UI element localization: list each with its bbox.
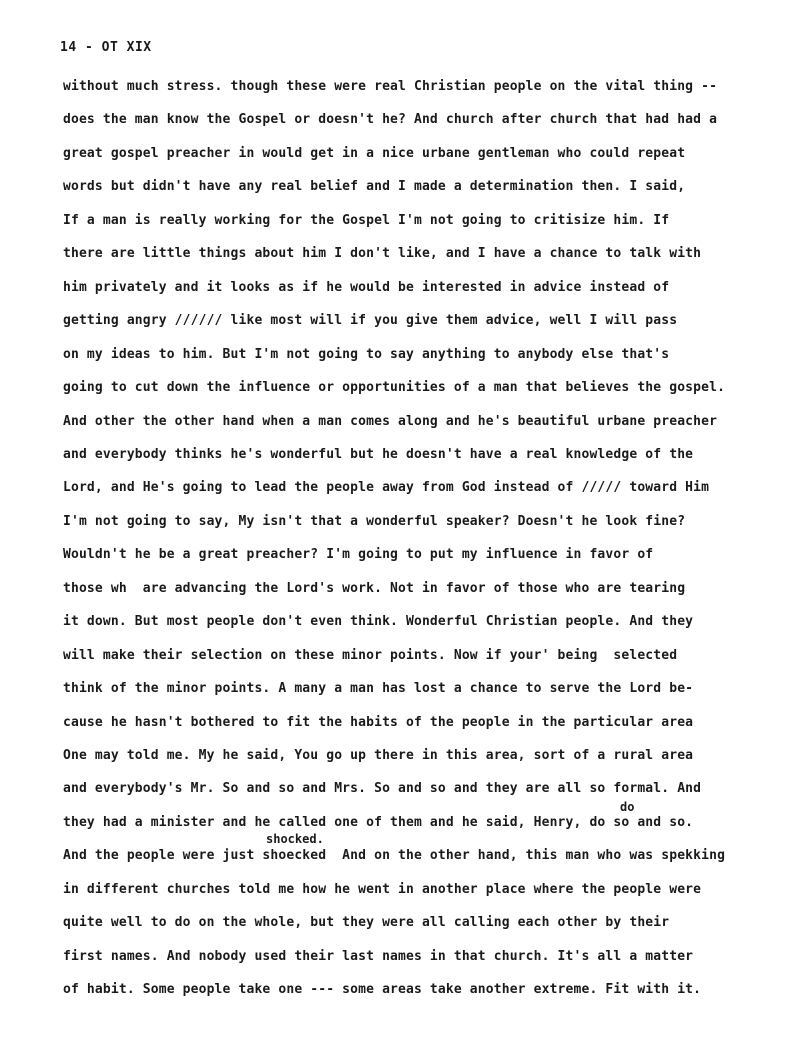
text-line: on my ideas to him. But I'm not going to say anything to anybody else that's: [63, 346, 670, 362]
text-line: cause he hasn't bothered to fit the habits of the people in the particular area: [63, 714, 694, 730]
text-line: in different churches told me how he went in another place where the people were: [63, 881, 702, 897]
page-header: 14 - OT XIX: [60, 40, 152, 55]
text-line: If a man is really working for the Gospel I'm not going to critisize him. If: [63, 212, 670, 228]
text-line: great gospel preacher in would get in a nice urbane gentleman who could repeat: [63, 145, 686, 161]
text-line: And other the other hand when a man comes along and he's beautiful urbane preacher: [63, 413, 718, 429]
text-line: and everybody's Mr. So and so and Mrs. So and so and they are all so formal. And: [63, 781, 702, 797]
text-line: does the man know the Gospel or doesn't he? And church after church that had had a: [63, 112, 718, 128]
interlinear-insertion: do: [620, 799, 635, 814]
text-line: him privately and it looks as if he would be interested in advice instead of: [63, 279, 670, 295]
text-line: will make their selection on these minor points. Now if your' being selected: [63, 647, 678, 663]
text-line: Wouldn't he be a great preacher? I'm going to put my influence in favor of: [63, 547, 654, 563]
text-line: of habit. Some people take one --- some areas take another extreme. Fit with it.: [63, 982, 702, 998]
text-line: getting angry ////// like most will if you give them advice, well I will pass: [63, 313, 678, 329]
text-line: first names. And nobody used their last names in that church. It's all a matter: [63, 948, 694, 964]
text-line: and everybody thinks he's wonderful but he doesn't have a real knowledge of the: [63, 446, 694, 462]
text-line: And the people were just shoecked And on the other hand, this man who was spekking: [63, 848, 726, 864]
text-line: without much stress. though these were real Christian people on the vital thing --: [63, 79, 718, 94]
text-line: they had a minister and he called one of them and he said, Henry, do so and so.: [63, 814, 694, 830]
text-line: there are little things about him I don't like, and I have a chance to talk with: [63, 246, 702, 262]
text-line: quite well to do on the whole, but they were all calling each other by their: [63, 915, 670, 931]
text-line: those wh are advancing the Lord's work. Not in favor of those who are tearing: [63, 580, 686, 596]
text-line: it down. But most people don't even think. Wonderful Christian people. And they: [63, 614, 694, 630]
text-line: think of the minor points. A many a man has lost a chance to serve the Lord be-: [63, 681, 694, 697]
text-line: going to cut down the influence or opportunities of a man that believes the gospel.: [63, 380, 726, 396]
text-line: words but didn't have any real belief and I made a determination then. I said,: [63, 179, 686, 195]
text-line: Lord, and He's going to lead the people away from God instead of ///// toward Him: [63, 480, 710, 496]
text-line: I'm not going to say, My isn't that a wonderful speaker? Doesn't he look fine?: [63, 513, 686, 529]
interlinear-insertion: shocked.: [266, 832, 324, 847]
text-line: One may told me. My he said, You go up there in this area, sort of a rural area: [63, 748, 694, 763]
